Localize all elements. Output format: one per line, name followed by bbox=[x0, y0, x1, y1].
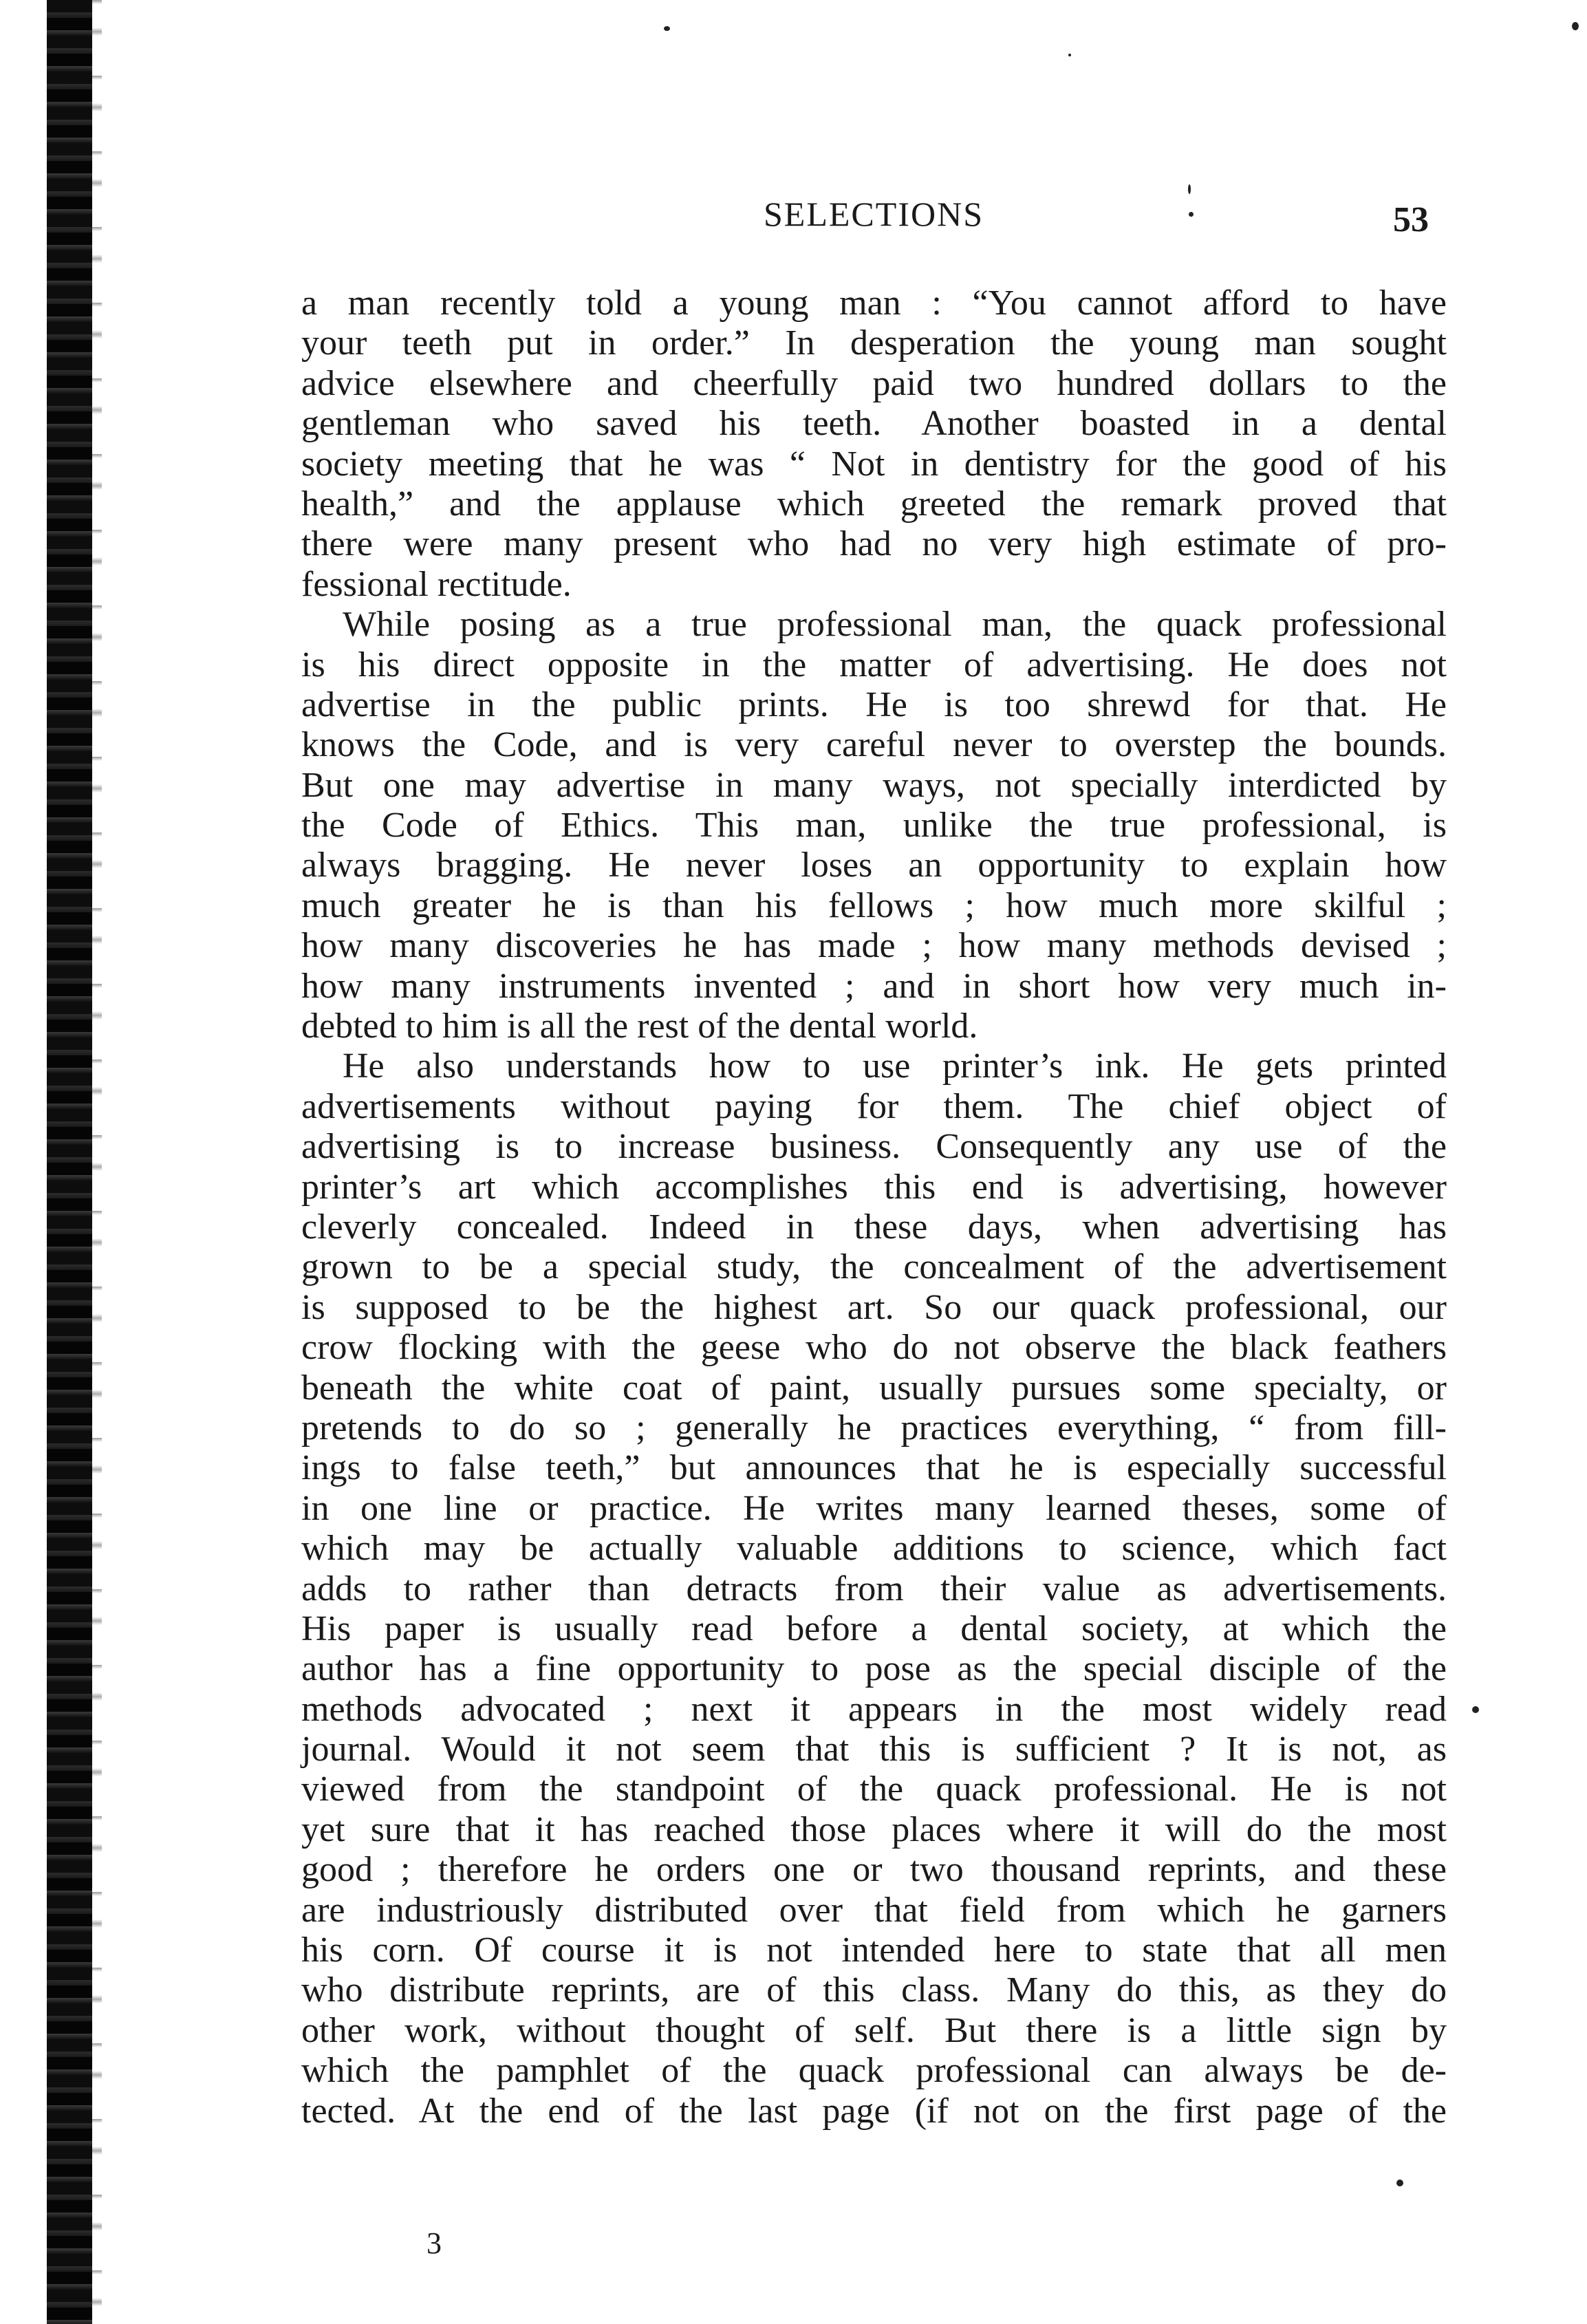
scan-speck bbox=[1472, 1706, 1479, 1713]
text-line: beneath the white coat of paint, usually pursues some specialty, or bbox=[301, 1368, 1447, 1408]
text-line: But one may advertise in many ways, not specially interdicted by bbox=[301, 765, 1447, 805]
scan-speck bbox=[1188, 184, 1191, 194]
text-line: yet sure that it has reached those places where it will do the most bbox=[301, 1809, 1447, 1849]
text-line: there were many present who had no very high estimate of pro- bbox=[301, 524, 1447, 564]
page-number: 53 bbox=[1393, 200, 1429, 239]
text-line: health,” and the applause which greeted the remark proved that bbox=[301, 484, 1447, 524]
text-line: advertisements without paying for them. The chief object of bbox=[301, 1086, 1447, 1126]
text-line: knows the Code, and is very careful never to overstep the bounds. bbox=[301, 725, 1447, 765]
paragraph-first-line: While posing as a true professional man, the quack professional bbox=[343, 605, 1447, 645]
text-line: journal. Would it not seem that this is sufficient ? It is not, as bbox=[301, 1730, 1447, 1769]
text-line: tected. At the end of the last page (if not on the first page of the bbox=[301, 2091, 1447, 2131]
text-line: ings to false teeth,” but announces that he is especially successful bbox=[301, 1448, 1447, 1488]
text-line: is his direct opposite in the matter of advertising. He does not bbox=[301, 645, 1447, 685]
text-line: good ; therefore he orders one or two thousand reprints, and these bbox=[301, 1850, 1447, 1890]
text-line: debted to him is all the rest of the dental world. bbox=[301, 1007, 978, 1046]
text-line: cleverly concealed. Indeed in these days, when advertising has bbox=[301, 1207, 1447, 1247]
text-line: society meeting that he was “ Not in dentistry for the good of his bbox=[301, 444, 1447, 484]
text-line: is supposed to be the highest art. So our quack professional, our bbox=[301, 1287, 1447, 1327]
text-line: gentleman who saved his teeth. Another boasted in a dental bbox=[301, 404, 1447, 444]
paragraph-first-line: He also understands how to use printer’s ink. He gets printed bbox=[343, 1046, 1447, 1086]
text-line: in one line or practice. He writes many learned theses, some of bbox=[301, 1488, 1447, 1528]
text-line: pretends to do so ; generally he practices everything, “ from fill- bbox=[301, 1408, 1447, 1448]
text-line: advertise in the public prints. He is too shrewd for that. He bbox=[301, 685, 1447, 724]
text-line: adds to rather than detracts from their value as advertisements. bbox=[301, 1569, 1447, 1608]
text-line: author has a fine opportunity to pose as the special disciple of the bbox=[301, 1649, 1447, 1689]
text-line: are industriously distributed over that field from which he garners bbox=[301, 1890, 1447, 1930]
text-line: a man recently told a young man : “You cannot afford to have bbox=[301, 283, 1447, 323]
book-binding-edge bbox=[47, 0, 92, 2324]
scan-speck bbox=[1189, 212, 1194, 217]
text-line: methods advocated ; next it appears in the most widely read bbox=[301, 1689, 1447, 1729]
text-line: how many discoveries he has made ; how many methods devised ; bbox=[301, 926, 1447, 966]
text-line: advice elsewhere and cheerfully paid two hundred dollars to the bbox=[301, 363, 1447, 403]
running-head: SELECTIONS bbox=[764, 195, 984, 233]
text-line: crow flocking with the geese who do not observe the black feathers bbox=[301, 1328, 1447, 1368]
text-line: other work, without thought of self. But there is a little sign by bbox=[301, 2010, 1447, 2050]
scan-speck bbox=[664, 26, 670, 31]
scan-speck bbox=[1396, 2180, 1403, 2186]
text-line: your teeth put in order.” In desperation the young man sought bbox=[301, 323, 1447, 363]
scan-speck bbox=[1572, 22, 1579, 30]
text-line: his corn. Of course it is not intended here to state that all men bbox=[301, 1930, 1447, 1970]
text-line: the Code of Ethics. This man, unlike the true professional, is bbox=[301, 806, 1447, 846]
body-text bbox=[301, 283, 1447, 2131]
text-line: much greater he is than his fellows ; how much more skilful ; bbox=[301, 885, 1447, 925]
text-line: always bragging. He never loses an opportunity to explain how bbox=[301, 846, 1447, 885]
text-line: fessional rectitude. bbox=[301, 564, 572, 604]
signature-mark: 3 bbox=[427, 2226, 442, 2260]
text-line: grown to be a special study, the concealment of the advertisement bbox=[301, 1247, 1447, 1287]
text-line: printer’s art which accomplishes this end is advertising, however bbox=[301, 1167, 1447, 1207]
text-line: which the pamphlet of the quack professional can always be de- bbox=[301, 2051, 1447, 2091]
text-line: who distribute reprints, are of this class. Many do this, as they do bbox=[301, 1970, 1447, 2010]
scan-speck bbox=[1068, 54, 1071, 56]
text-line: how many instruments invented ; and in short how very much in- bbox=[301, 966, 1447, 1006]
text-line: viewed from the standpoint of the quack professional. He is not bbox=[301, 1769, 1447, 1809]
text-line: which may be actually valuable additions to science, which fact bbox=[301, 1529, 1447, 1569]
text-line: His paper is usually read before a dental society, at which the bbox=[301, 1608, 1447, 1648]
text-line: advertising is to increase business. Consequently any use of the bbox=[301, 1127, 1447, 1167]
